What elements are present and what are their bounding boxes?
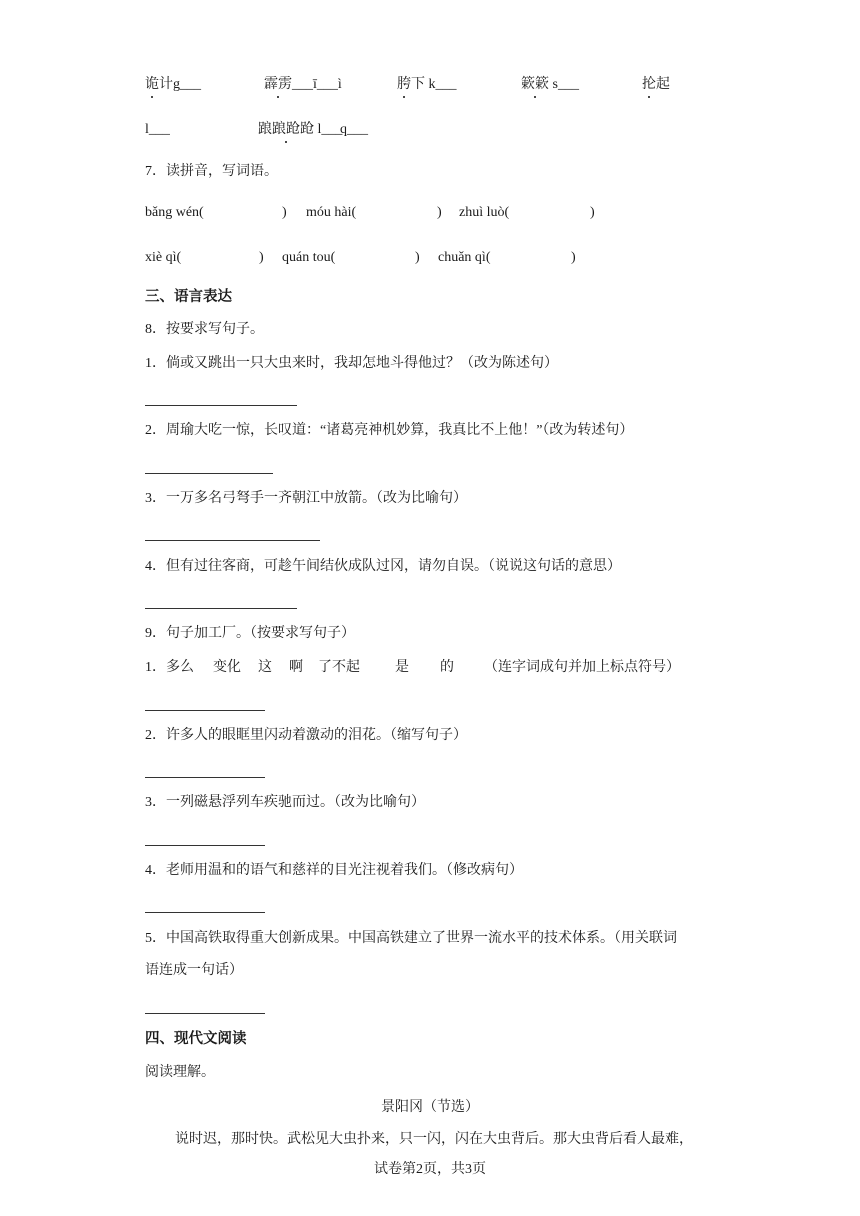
answer-line[interactable] (145, 473, 273, 474)
q6-item-3: 胯下 k___ (397, 75, 457, 95)
q8-item-2: 2．周瑜大吃一惊，长叹道：“诸葛亮神机妙算，我真比不上他！”（改为转述句） (145, 423, 634, 438)
q9-item-1-instruction: （连字词成句并加上标点符号） (484, 660, 680, 675)
pinyin-zhuiluo: zhuì luò( (459, 205, 510, 220)
answer-line[interactable] (145, 710, 265, 711)
pinyin-quantou: quán tou( (282, 250, 336, 265)
pinyin-bangwen: bǎng wén( (145, 205, 204, 220)
q9-title: 9．句子加工厂。（按要求写句子） (145, 626, 355, 641)
q8-item-3: 3．一万多名弓弩手一齐朝江中放箭。（改为比喻句） (145, 491, 467, 506)
dotted-char: 抡 (642, 75, 656, 95)
passage-title: 景阳冈（节选） (381, 1099, 479, 1115)
q9-item-1-word: 了不起 (318, 660, 360, 675)
q9-item-2: 2．许多人的眼眶里闪动着激动的泪花。（缩写句子） (145, 728, 467, 743)
dotted-char: 胯 (397, 75, 411, 95)
answer-line[interactable] (145, 777, 265, 778)
answer-line[interactable] (145, 912, 265, 913)
q8-item-4: 4．但有过往客商，可趁午间结伙成队过冈，请勿自误。（说说这句话的意思） (145, 559, 621, 574)
dotted-char: 诡 (145, 75, 159, 95)
q9-item-1-word: 是 (395, 660, 409, 675)
q6-item-8: q___ (340, 122, 368, 137)
q6-item-7: 踉踉跄跄 l___ (258, 120, 342, 140)
q6-item-2: 霹雳___ī___ì (264, 75, 342, 95)
pinyin-chuanqi: chuǎn qì( (438, 250, 491, 265)
paren-close: ) (415, 250, 420, 265)
answer-line[interactable] (145, 540, 320, 541)
paren-close: ) (437, 205, 442, 220)
q9-item-5-line1: 5．中国高铁取得重大创新成果。中国高铁建立了世界一流水平的技术体系。（用关联词 (145, 931, 677, 946)
q6-item-6: l___ (145, 122, 170, 137)
paren-close: ) (259, 250, 264, 265)
q9-item-4: 4．老师用温和的语气和慈祥的目光注视着我们。（修改病句） (145, 863, 523, 878)
page-footer: 试卷第2页，共3页 (374, 1162, 486, 1177)
q6-item-1: 诡计g___ (145, 75, 201, 95)
section-heading-3: 三、语言表达 (145, 289, 232, 305)
dotted-char: 霹雳 (264, 75, 292, 95)
dotted-char: 簌簌 (521, 75, 549, 95)
pinyin-mouhai: móu hài( (306, 205, 357, 220)
paren-close: ) (590, 205, 595, 220)
reading-intro: 阅读理解。 (145, 1065, 215, 1080)
q9-item-5-line2: 语连成一句话） (145, 963, 243, 978)
paren-close: ) (571, 250, 576, 265)
q9-item-1-word: 1．多么 (145, 660, 194, 675)
q9-item-1-word: 啊 (289, 660, 303, 675)
dotted-char: 踉踉跄跄 (258, 120, 314, 140)
pinyin-xieqi: xiè qì( (145, 250, 182, 265)
answer-line[interactable] (145, 845, 265, 846)
q9-item-1-word: 的 (440, 660, 454, 675)
q9-item-3: 3．一列磁悬浮列车疾驰而过。（改为比喻句） (145, 795, 425, 810)
q6-item-4: 簌簌 s___ (521, 75, 579, 95)
q8-item-1: 1．倘或又跳出一只大虫来时，我却怎地斗得他过？（改为陈述句） (145, 356, 558, 371)
paren-close: ) (282, 205, 287, 220)
answer-line[interactable] (145, 608, 297, 609)
q7-title: 7．读拼音，写词语。 (145, 164, 278, 179)
section-heading-4: 四、现代文阅读 (145, 1031, 247, 1047)
q6-item-5: 抡起 (642, 75, 670, 95)
passage-line: 说时迟，那时快。武松见大虫扑来，只一闪，闪在大虫背后。那大虫背后看人最难， (175, 1131, 693, 1147)
answer-line[interactable] (145, 1013, 265, 1014)
answer-line[interactable] (145, 405, 297, 406)
q9-item-1-word: 变化 (213, 660, 241, 675)
q9-item-1-word: 这 (258, 660, 272, 675)
q8-title: 8．按要求写句子。 (145, 322, 264, 337)
